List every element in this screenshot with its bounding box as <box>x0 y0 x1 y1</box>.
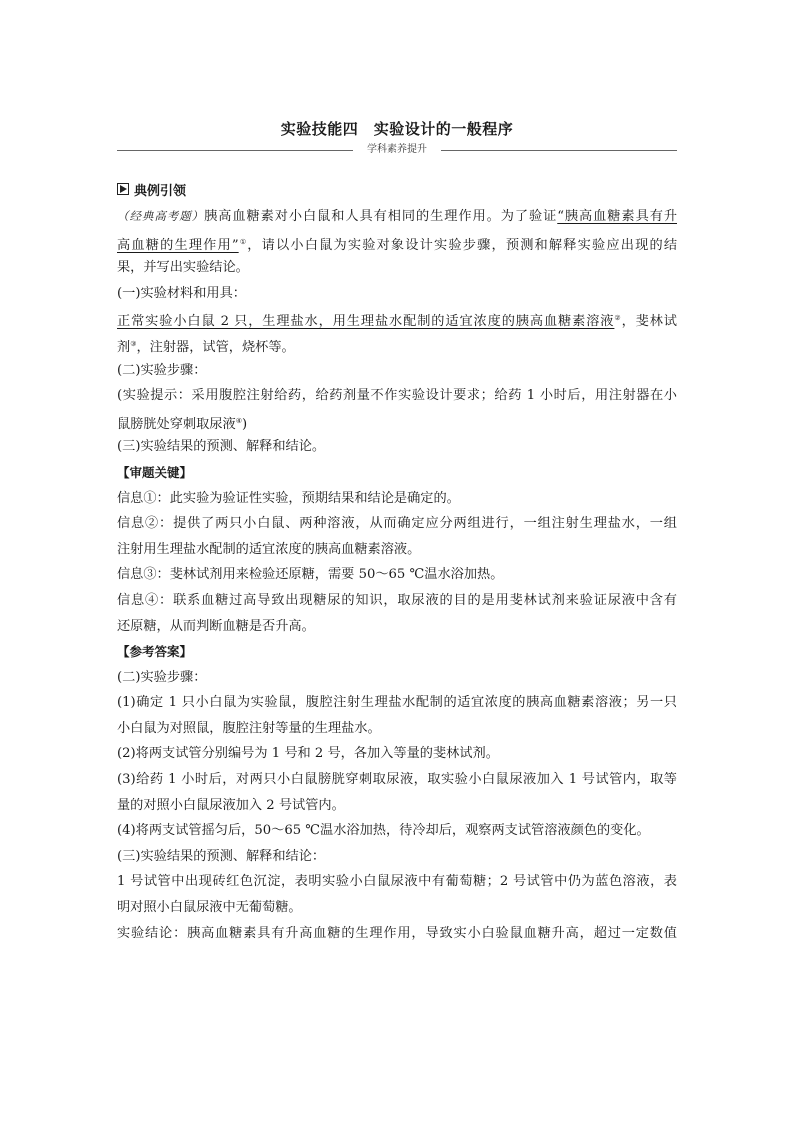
line-text: 鼠膀胱处穿刺取尿液 <box>117 416 236 432</box>
line-sup: ① <box>238 237 248 246</box>
line-text: 实验结论：胰高血糖素具有升高血糖的生理作用，导致实小白验鼠血糖升高，超过一定数值 <box>117 925 677 941</box>
line-src: （经典高考题） <box>117 209 205 223</box>
line-text2: ，注射器，试管，烧杯等。 <box>136 339 295 355</box>
line-text: (3)给药 1 小时后，对两只小白鼠膀胱穿刺取尿液，取实验小白鼠尿液加入 1 号试管内，取等 <box>117 772 677 788</box>
body-text <box>117 204 677 946</box>
line-text: ，请以小白鼠为实验对象设计实验步骤，预测和解释实验应出现的结 <box>247 237 677 253</box>
text-line <box>117 895 677 921</box>
text-line <box>117 716 677 742</box>
text-line <box>117 869 677 895</box>
text-line <box>117 767 677 793</box>
text-line <box>117 358 677 384</box>
text-line <box>117 255 677 281</box>
document-page <box>117 118 677 946</box>
line-text: (实验提示：采用腹腔注射给药，给药剂量不作实验设计要求；给药 1 小时后，用注射器在小 <box>117 388 677 404</box>
line-text: 信息④：联系血糖过高导致出现糖尿的知识，取尿液的目的是用斐林试剂来验证尿液中含有 <box>117 592 677 608</box>
line-text: 胰高血糖素对小白鼠和人具有相同的生理作用。为了验证 <box>204 209 558 224</box>
text-line <box>117 614 677 640</box>
line-text: ，斐林试 <box>621 314 677 330</box>
text-line <box>117 434 677 460</box>
line-text: (三)实验结果的预测、解释和结论： <box>117 848 326 864</box>
line-text: 明对照小白鼠尿液中无葡萄糖。 <box>117 900 302 916</box>
text-line <box>117 306 677 332</box>
line-text: (二)实验步骤： <box>117 669 207 685</box>
line-text: 信息②：提供了两只小白鼠、两种溶液，从而确定应分两组进行，一组注射生理盐水，一组 <box>117 516 677 532</box>
text-line <box>117 665 677 691</box>
line-text: 信息③：斐林试剂用来检验还原糖，需要 50～65 ℃温水浴加热。 <box>117 567 504 583</box>
text-line <box>117 562 677 588</box>
subtitle: 学科素养提升 <box>367 144 427 155</box>
line-text: (4)将两支试管摇匀后，50～65 ℃温水浴加热，待冷却后，观察两支试管溶液颜色的变化。 <box>117 823 650 839</box>
text-line <box>117 511 677 537</box>
section-heading <box>117 179 677 199</box>
subtitle-row <box>117 142 677 158</box>
text-line <box>117 409 677 435</box>
text-line <box>117 537 677 563</box>
text-line <box>117 230 677 256</box>
line-text: 1 号试管中出现砖红色沉淀，表明实验小白鼠尿液中有葡萄糖；2 号试管中仍为蓝色溶液，表 <box>117 874 677 890</box>
text-line <box>117 281 677 307</box>
line-text: 信息①：此实验为验证性实验，预期结果和结论是确定的。 <box>117 490 460 506</box>
text-line <box>117 844 677 870</box>
text-line <box>117 793 677 819</box>
page-title: 实验技能四 实验设计的一般程序 <box>280 120 514 138</box>
line-text: (一)实验材料和用具： <box>117 285 246 301</box>
line-sup: ② <box>614 314 622 323</box>
text-line <box>117 588 677 614</box>
text-line <box>117 332 677 358</box>
line-text: 还原糖，从而判断血糖是否升高。 <box>117 618 315 634</box>
line-text: 剂 <box>117 339 131 355</box>
line-text: 注射用生理盐水配制的适宜浓度的胰高血糖素溶液。 <box>117 541 421 557</box>
text-line <box>117 204 677 230</box>
text-line <box>117 921 677 947</box>
line-bold: 【审题关键】 <box>117 464 193 480</box>
line-u: 高血糖的生理作用” <box>117 237 239 253</box>
line-u: 正常实验小白鼠 2 只，生理盐水，用生理盐水配制的适宜浓度的胰高血糖素溶液 <box>117 314 615 330</box>
line-sup: ④ <box>235 416 242 425</box>
line-sup: ③ <box>130 339 137 348</box>
line-text: (2)将两支试管分别编号为 1 号和 2 号，各加入等量的斐林试剂。 <box>117 746 499 762</box>
text-line <box>117 383 677 409</box>
text-line <box>117 818 677 844</box>
play-box-icon <box>117 183 129 195</box>
line-text: 小白鼠为对照鼠，腹腔注射等量的生理盐水。 <box>117 720 381 736</box>
subtitle-rule-right <box>441 150 677 151</box>
text-line <box>117 741 677 767</box>
line-text: (1)确定 1 只小白鼠为实验鼠，腹腔注射生理盐水配制的适宜浓度的胰高血糖素溶液；另一只 <box>117 695 677 711</box>
line-text: (三)实验结果的预测、解释和结论。 <box>117 439 326 455</box>
line-text2: ) <box>241 416 248 432</box>
text-line <box>117 460 677 486</box>
text-line <box>117 639 677 665</box>
text-line <box>117 486 677 512</box>
line-text: (二)实验步骤： <box>117 362 207 378</box>
line-bold: 【参考答案】 <box>117 644 193 660</box>
text-line <box>117 690 677 716</box>
section-label: 典例引领 <box>134 183 187 199</box>
line-text: 量的对照小白鼠尿液加入 2 号试管内。 <box>117 797 345 813</box>
line-text: 果，并写出实验结论。 <box>117 260 249 276</box>
line-u: “胰高血糖素具有升 <box>557 209 677 224</box>
